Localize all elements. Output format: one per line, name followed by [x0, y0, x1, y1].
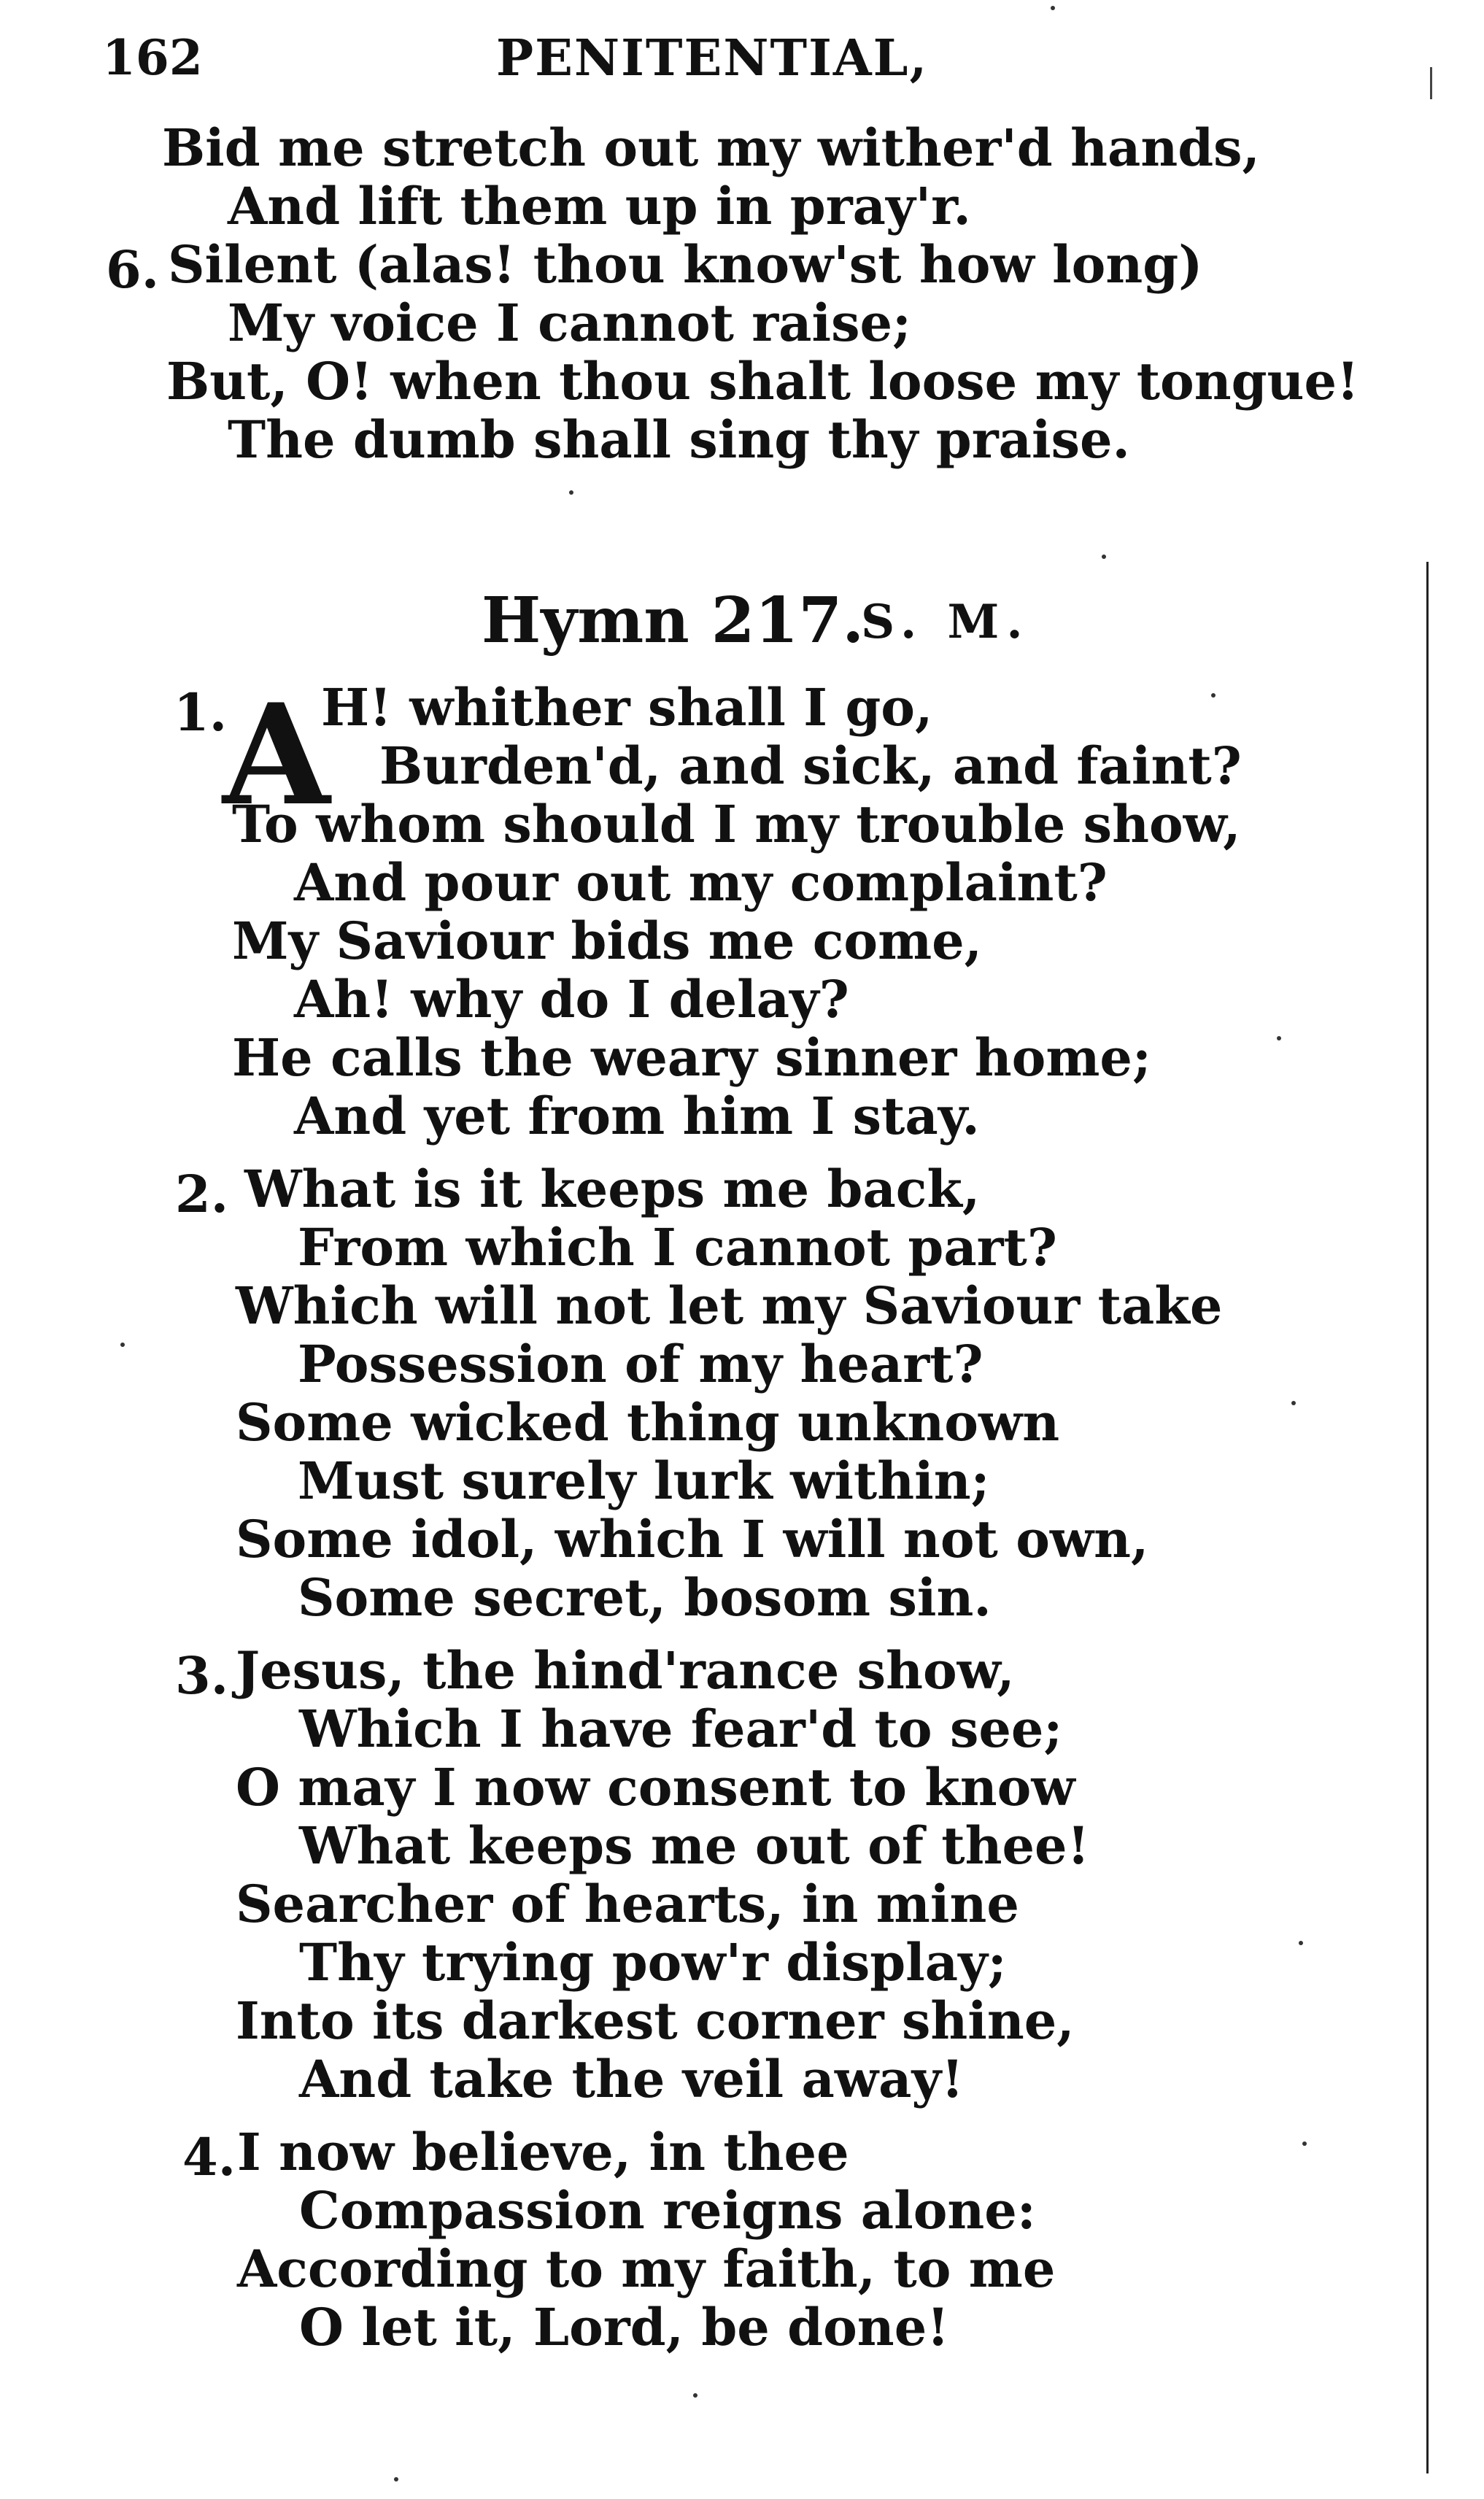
print-speck — [1211, 693, 1216, 698]
verse-line: My voice I cannot raise; — [228, 293, 911, 353]
verse-line: Thy trying pow'r display; — [299, 1932, 1007, 1993]
verse-line: Ah! why do I delay? — [294, 969, 849, 1030]
verse-number: 6. — [106, 239, 160, 300]
print-speck — [394, 2477, 398, 2481]
verse-line: O may I now consent to know — [236, 1757, 1075, 1818]
page-edge-rule — [1426, 562, 1429, 2473]
verse-line: And lift them up in pray'r. — [228, 176, 971, 236]
verse-line: H! whither shall I go, — [321, 677, 933, 738]
verse-line: And pour out my complaint? — [294, 852, 1108, 913]
drop-cap: A — [223, 673, 331, 836]
print-speck — [1102, 555, 1106, 559]
verse-line: Bid me stretch out my wither'd hands, — [162, 117, 1260, 178]
print-speck — [1051, 6, 1055, 10]
verse-line: And yet from him I stay. — [294, 1086, 980, 1146]
verse-line: My Saviour bids me come, — [232, 911, 983, 971]
verse-line: To whom should I my trouble show, — [232, 794, 1241, 854]
margin-mark — [1430, 67, 1432, 99]
verse-line: Must surely lurk within; — [298, 1451, 990, 1511]
verse-line: Which will not let my Saviour take — [236, 1275, 1223, 1336]
print-speck — [569, 490, 573, 495]
verse-number: 3. — [175, 1645, 229, 1706]
page-number: 162 — [102, 29, 203, 86]
verse-number: 1. — [174, 682, 228, 743]
print-speck — [1302, 2141, 1307, 2146]
verse-line: Searcher of hearts, in mine — [236, 1874, 1019, 1934]
verse-number: 2. — [175, 1164, 229, 1224]
verse-line: The dumb shall sing thy praise. — [228, 409, 1130, 470]
hymn-meter: S. M. — [861, 595, 1030, 649]
running-header: PENITENTIAL, — [496, 29, 929, 88]
print-speck — [693, 2393, 697, 2398]
verse-line: Jesus, the hind'rance show, — [236, 1640, 1015, 1701]
verse-line: He calls the weary sinner home; — [232, 1027, 1151, 1088]
verse-line: O let it, Lord, be done! — [299, 2297, 949, 2357]
verse-line: And take the veil away! — [299, 2049, 964, 2109]
verse-line: According to my faith, to me — [237, 2239, 1056, 2299]
print-speck — [1291, 1401, 1296, 1405]
print-speck — [120, 1343, 125, 1347]
print-speck — [1277, 1036, 1281, 1040]
verse-line: From which I cannot part? — [298, 1217, 1057, 1278]
verse-line: Silent (alas! thou know'st how long) — [168, 234, 1203, 295]
print-speck — [1299, 1941, 1303, 1945]
verse-line: But, O! when thou shalt loose my tongue! — [166, 351, 1359, 412]
verse-line: Some secret, bosom sin. — [298, 1567, 992, 1628]
verse-line: Which I have fear'd to see; — [299, 1699, 1063, 1759]
verse-line: Compassion reigns alone: — [299, 2180, 1036, 2241]
verse-line: What is it keeps me back, — [244, 1159, 981, 1219]
verse-line: Into its darkest corner shine, — [236, 1990, 1075, 2051]
verse-number: 4. — [182, 2127, 236, 2187]
verse-line: Possession of my heart? — [298, 1334, 983, 1394]
verse-line: Burden'd, and sick, and faint? — [379, 735, 1242, 796]
verse-line: Some wicked thing unknown — [236, 1392, 1060, 1453]
verse-line: Some idol, which I will not own, — [236, 1509, 1149, 1569]
hymn-title: Hymn 217. — [482, 584, 865, 657]
verse-line: I now believe, in thee — [237, 2122, 849, 2182]
verse-line: What keeps me out of thee! — [299, 1815, 1090, 1876]
